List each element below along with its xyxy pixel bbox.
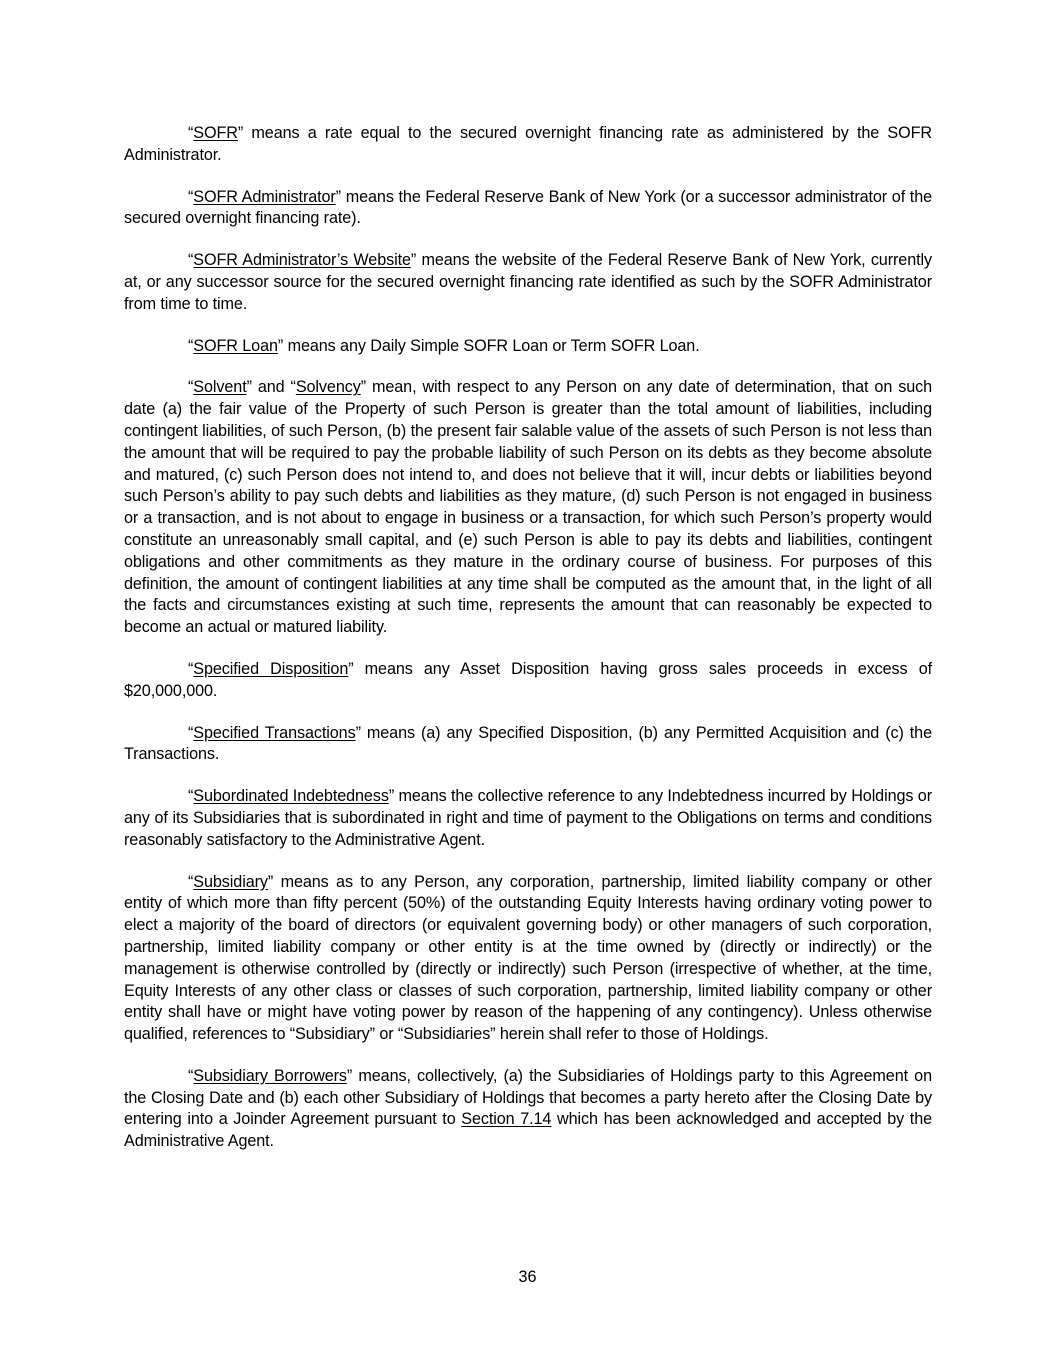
definition-sofr-administrators-website: “SOFR Administrator’s Website” means the website of the Federal Reserve Bank of New York, currently at, or any successor source for the secured overnight financing rate identified as such by the SOFR Administrator from time to time. (124, 251, 932, 313)
defined-term: SOFR Administrator’s Website (193, 251, 411, 270)
section-cross-reference: Section 7.14 (461, 1110, 552, 1129)
defined-term: Subsidiary Borrowers (193, 1066, 347, 1085)
definition-text: means as to any Person, any corporation, partnership, limited liability company or other entity of which more than fifty percent (50%) of the outstanding Equity Interests having ordinary voting power to elect a majority of the board of directors (or equivalent governing body) or other managers of such corporation, partnership, limited liability company or other entity is at the time owned by (directly or indirectly) or the management is otherwise controlled by (directly or indirectly) such Person (irrespective of whether, at the time, Equity Interests of any other class or classes of such corporation, partnership, limited liability company or other entity shall have or might have voting power by reason of the happening of any contingency). Unless otherwise qualified, references to “Subsidiary” or “Subsidiaries” herein shall refer to those of Holdings. (124, 872, 932, 1044)
defined-term: SOFR Administrator (193, 187, 336, 206)
definition-subordinated-indebtedness: “Subordinated Indebtedness” means the collective reference to any Indebtedness incurred by Holdings or any of its Subsidiaries that is subordinated in right and time of payment to the Obligations on terms and conditions reasonably satisfactory to the Administrative Agent. (124, 787, 932, 849)
definition-text: means the collective reference to any Indebtedness incurred by Holdings or any of its Subsidiaries that is subordinated in right and time of payment to the Obligations on terms and conditions reasonably satisfactory to the Administrative Agent. (124, 787, 932, 849)
defined-term: SOFR Loan (193, 336, 278, 355)
definition-text: means any Daily Simple SOFR Loan or Term SOFR Loan. (283, 336, 700, 355)
definition-text: means any Asset Disposition having gross sales proceeds in excess of $20,000,000. (124, 659, 932, 700)
defined-term-secondary: Solvency (295, 378, 361, 397)
defined-term: Solvent (193, 378, 247, 397)
definition-text: means the website of the Federal Reserve Bank of New York, currently at, or any successor source for the secured overnight financing rate identified as such by the SOFR Administrator from time to time. (124, 251, 932, 313)
definition-sofr-administrator: “SOFR Administrator” means the Federal Reserve Bank of New York (or a successor administrator of the secured overnight financing rate). (124, 187, 933, 228)
definition-text: means (a) any Specified Disposition, (b) any Permitted Acquisition and (c) the Transactions. (124, 723, 932, 764)
definition-specified-transactions: “Specified Transactions” means (a) any Specified Disposition, (b) any Permitted Acquisition and (c) the Transactions. (124, 723, 932, 764)
document-page (124, 123, 932, 1173)
page-number: 36 (518, 1268, 537, 1286)
defined-term: Subordinated Indebtedness (193, 787, 389, 806)
defined-term: Specified Transactions (193, 723, 356, 742)
definition-sofr-loan: “SOFR Loan” means any Daily Simple SOFR Loan or Term SOFR Loan. (188, 336, 700, 355)
defined-term: Subsidiary (193, 872, 268, 891)
definition-sofr: “SOFR” means a rate equal to the secured overnight financing rate as administered by the SOFR Administrator. (124, 124, 932, 164)
definition-text: means a rate equal to the secured overnight financing rate as administered by the SOFR Administrator. (124, 124, 932, 164)
definition-text: mean, with respect to any Person on any date of determination, that on such date (a) the fair value of the Property of such Person is greater than the total amount of liabilities, including contingent liabilities, of such Person, (b) the present fair salable value of the assets of such Person is not less than the amount that will be required to pay the probable liability of such Person on its debts as they become absolute and matured, (c) such Person does not intend to, and does not believe that it will, incur debts or liabilities beyond such Person’s ability to pay such debts and liabilities as they mature, (d) such Person is not engaged in business or a transaction, and is not about to engage in business or a transaction, for which such Person’s property would constitute an unreasonably small capital, and (e) such Person is able to pay its debts and liabilities, contingent obligations and other commitments as they mature in the ordinary course of business. For purposes of this definition, the amount of contingent liabilities at any time shall be computed as the amount that, in the light of all the facts and circumstances existing at such time, represents the amount that can reasonably be expected to become an actual or matured liability. (124, 378, 932, 637)
definition-text: means, collectively, (a) the Subsidiaries of Holdings party to this Agreement on the Closing Date and (b) each other Subsidiary of Holdings that becomes a party hereto after the Closing Date by entering into a Joinder Agreement pursuant to (124, 1066, 932, 1129)
definition-text: means the Federal Reserve Bank of New York (or a successor administrator of the secured overnight financing rate). (124, 187, 933, 228)
definition-solvent: “Solvent” and “Solvency” mean, with respect to any Person on any date of determination, that on such date (a) the fair value of the Property of such Person is greater than the total amount of liabilities, including contingent liabilities, of such Person, (b) the present fair salable value of the assets of such Person is not less than the amount that will be required to pay the probable liability of such Person on its debts as they become absolute and matured, (c) such Person does not intend to, and does not believe that it will, incur debts or liabilities beyond such Person’s ability to pay such debts and liabilities as they mature, (d) such Person is not engaged in business or a transaction, and is not about to engage in business or a transaction, for which such Person’s property would constitute an unreasonably small capital, and (e) such Person is able to pay its debts and liabilities, contingent obligations and other commitments as they mature in the ordinary course of business. For purposes of this definition, the amount of contingent liabilities at any time shall be computed as the amount that, in the light of all the facts and circumstances existing at such time, represents the amount that can reasonably be expected to become an actual or matured liability. (124, 378, 932, 637)
definition-text-continued: which has been acknowledged and accepted by the Administrative Agent. (124, 1110, 933, 1151)
defined-term: SOFR (193, 124, 238, 142)
definition-subsidiary-borrowers: “Subsidiary Borrowers” means, collectively, (a) the Subsidiaries of Holdings party to this Agreement on the Closing Date and (b) each other Subsidiary of Holdings that becomes a party hereto after the Closing Date by entering into a Joinder Agreement pursuant to Section 7.14 which has been acknowledged and accepted by the Administrative Agent. (124, 1066, 933, 1151)
defined-term: Specified Disposition (193, 659, 349, 678)
definition-subsidiary: “Subsidiary” means as to any Person, any corporation, partnership, limited liability company or other entity of which more than fifty percent (50%) of the outstanding Equity Interests having ordinary voting power to elect a majority of the board of directors (or equivalent governing body) or other managers of such corporation, partnership, limited liability company or other entity is at the time owned by (directly or indirectly) or the management is otherwise controlled by (directly or indirectly) such Person (irrespective of whether, at the time, Equity Interests of any other class or classes of such corporation, partnership, limited liability company or other entity shall have or might have voting power by reason of the happening of any contingency). Unless otherwise qualified, references to “Subsidiary” or “Subsidiaries” herein shall refer to those of Holdings. (124, 872, 932, 1044)
definition-specified-disposition: “Specified Disposition” means any Asset Disposition having gross sales proceeds in excess of $20,000,000. (124, 659, 932, 700)
